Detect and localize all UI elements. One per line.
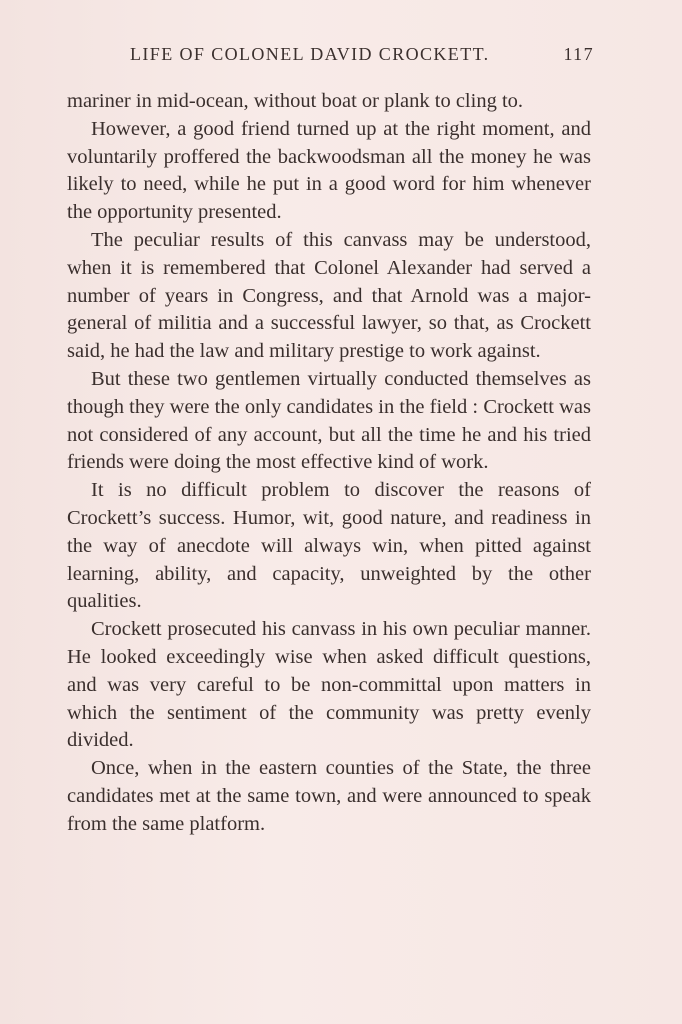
- paragraph-continued: mariner in mid-ocean, without boat or plank to cling to.: [67, 90, 524, 112]
- paragraph: Crockett prosecuted his canvass in his own peculiar manner. He looked exceedingly wise when asked difficult questions, and was very careful to be non-committal upon matters in which the sentiment of the community was pretty evenly divided.: [67, 618, 591, 752]
- page-number: 117: [563, 44, 594, 64]
- paragraph: The peculiar results of this canvass may be understood, when it is remembered that Colonel Alexander had served a number of years in Congress, and that Arnold was a major-general of militia and a successful lawyer, so that, as Crockett said, he had the law and military prestige to work against.: [67, 228, 591, 363]
- paragraph: It is no difficult problem to discover the reasons of Crockett’s success. Humor, wit, good nature, and readiness in the way of anecdote will always win, when pitted against learning, ability, and capacity, unweighted by the other qualities.: [67, 479, 591, 613]
- paragraph: But these two gentlemen virtually conducted themselves as though they were the only candidates in the field : Crockett was not considered of any account, but all the time he and his tried friends were doing the most effective kind of work.: [67, 367, 591, 474]
- running-title: LIFE OF COLONEL DAVID CROCKETT.: [130, 44, 490, 64]
- page-header: [130, 44, 594, 65]
- body-text: [67, 88, 591, 839]
- paragraph: Once, when in the eastern counties of the State, the three candidates met at the same town, and were announced to speak from the same platform.: [67, 757, 591, 835]
- paragraph: However, a good friend turned up at the right moment, and voluntarily proffered the backwoodsman all the money he was likely to need, while he put in a good word for him whenever the opportunity presented.: [67, 117, 591, 224]
